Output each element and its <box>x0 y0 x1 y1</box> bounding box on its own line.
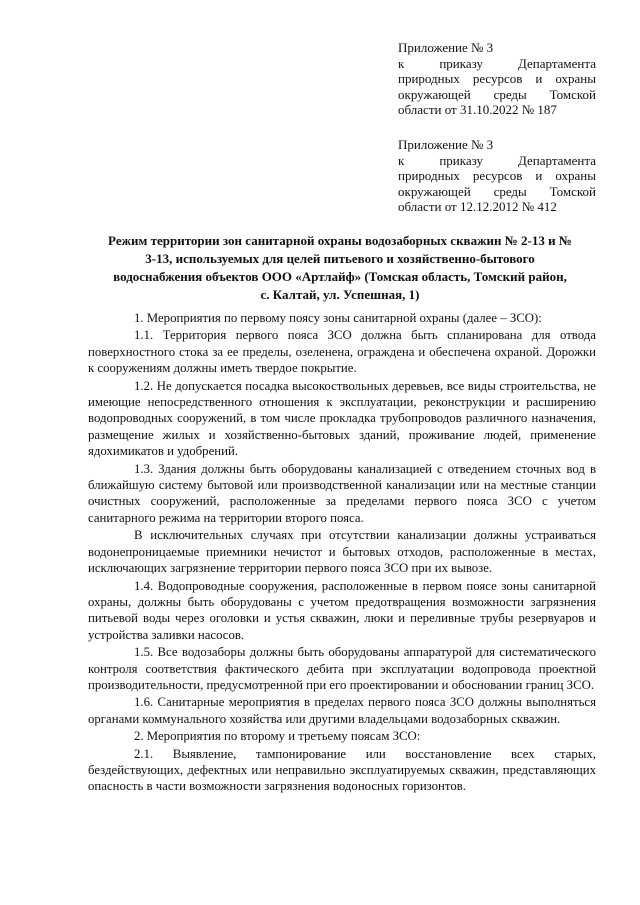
appendix-word: приказу <box>439 152 483 168</box>
appendix-word: Департамента <box>517 55 596 71</box>
title-line: 3-13, используемых для целей питьевого и хозяйственно-бытового <box>145 251 535 266</box>
appendix-line: окружающей среды Томской <box>398 183 596 199</box>
appendix-word: приказу <box>439 55 483 71</box>
appendix-word: Департамента <box>517 152 596 168</box>
document-title <box>84 232 596 304</box>
title-line: водоснабжения объектов ООО «Артлайф» (Томская область, Томский район, <box>113 269 567 284</box>
paragraph-1-3-exception: В исключительных случаях при отсутствии канализации должны устраиваться водонепроницаемые приемники нечистот и бытовых отходов, расположенные в местах, исключающих загрязнение территории первого пояса ЗСО при их вывозе. <box>88 528 596 576</box>
appendix-line: Приложение № 3 <box>398 137 494 152</box>
appendix-note-previous <box>398 137 596 215</box>
appendix-line: области от 31.10.2022 № 187 <box>398 102 557 117</box>
appendix-line <box>398 56 596 72</box>
paragraph-1-2: 1.2. Не допускается посадка высокоствольных деревьев, все виды строительства, не имеющие непосредственного отношения к эксплуатации, реконструкции и расширению водопроводных сооружений, в том числе прокладка трубопроводов различного назначения, размещение жилых и хозяйственно-бытовых зданий, проживание людей, применение ядохимикатов и удобрений. <box>88 378 596 459</box>
appendix-line: области от 12.12.2012 № 412 <box>398 199 557 214</box>
appendix-line <box>398 153 596 169</box>
appendix-line: окружающей среды Томской <box>398 86 596 102</box>
appendix-line: природных ресурсов и охраны <box>398 168 596 183</box>
paragraph-1-3: 1.3. Здания должны быть оборудованы канализацией с отведением сточных вод в ближайшую систему бытовой или производственной канализации или на местные станции очистных сооружений, расположенные за пределами первого пояса ЗСО с учетом санитарного режима на территории второго пояса. <box>88 461 596 525</box>
appendix-note-current <box>398 40 596 118</box>
document-body <box>88 310 596 795</box>
paragraph-1-5: 1.5. Все водозаборы должны быть оборудованы аппаратурой для систематического контроля соответствия фактического дебита при эксплуатации водопровода проектной производительности, предусмотренной при его проектировании и обосновании границ ЗСО. <box>88 645 596 692</box>
appendix-word: к <box>398 152 405 168</box>
appendix-word: к <box>398 55 405 71</box>
paragraph-1-1: 1.1. Территория первого пояса ЗСО должна быть спланирована для отвода поверхностного стока за ее пределы, озеленена, ограждена и обеспечена охраной. Дорожки к сооружениям должны иметь твердое покрытие. <box>88 328 596 376</box>
paragraph-2-1: 2.1. Выявление, тампонирование или восстановление всех старых, бездействующих, дефектных или неправильно эксплуатируемых скважин, представляющих опасность в части возможности загрязнения водоносных горизонтов. <box>88 746 596 794</box>
appendix-line: Приложение № 3 <box>398 40 494 55</box>
paragraph-1-6: 1.6. Санитарные мероприятия в пределах первого пояса ЗСО должны выполняться органами коммунального хозяйства или другими владельцами водозаборных скважин. <box>88 695 596 726</box>
paragraph-1-4: 1.4. Водопроводные сооружения, расположенные в первом поясе зоны санитарной охраны, должны быть оборудованы с учетом предотвращения возможности загрязнения питьевой воды через оголовки и устья скважин, люки и переливные трубы резервуаров и устройства заливки насосов. <box>88 578 596 642</box>
section-heading-1: 1. Мероприятия по первому поясу зоны санитарной охраны (далее – ЗСО): <box>134 311 542 325</box>
appendix-line: природных ресурсов и охраны <box>398 71 596 86</box>
section-heading-2: 2. Мероприятия по второму и третьему поясам ЗСО: <box>134 729 421 744</box>
title-line: Режим территории зон санитарной охраны водозаборных скважин № 2-13 и № <box>108 233 572 248</box>
title-line: с. Калтай, ул. Успешная, 1) <box>260 287 420 302</box>
